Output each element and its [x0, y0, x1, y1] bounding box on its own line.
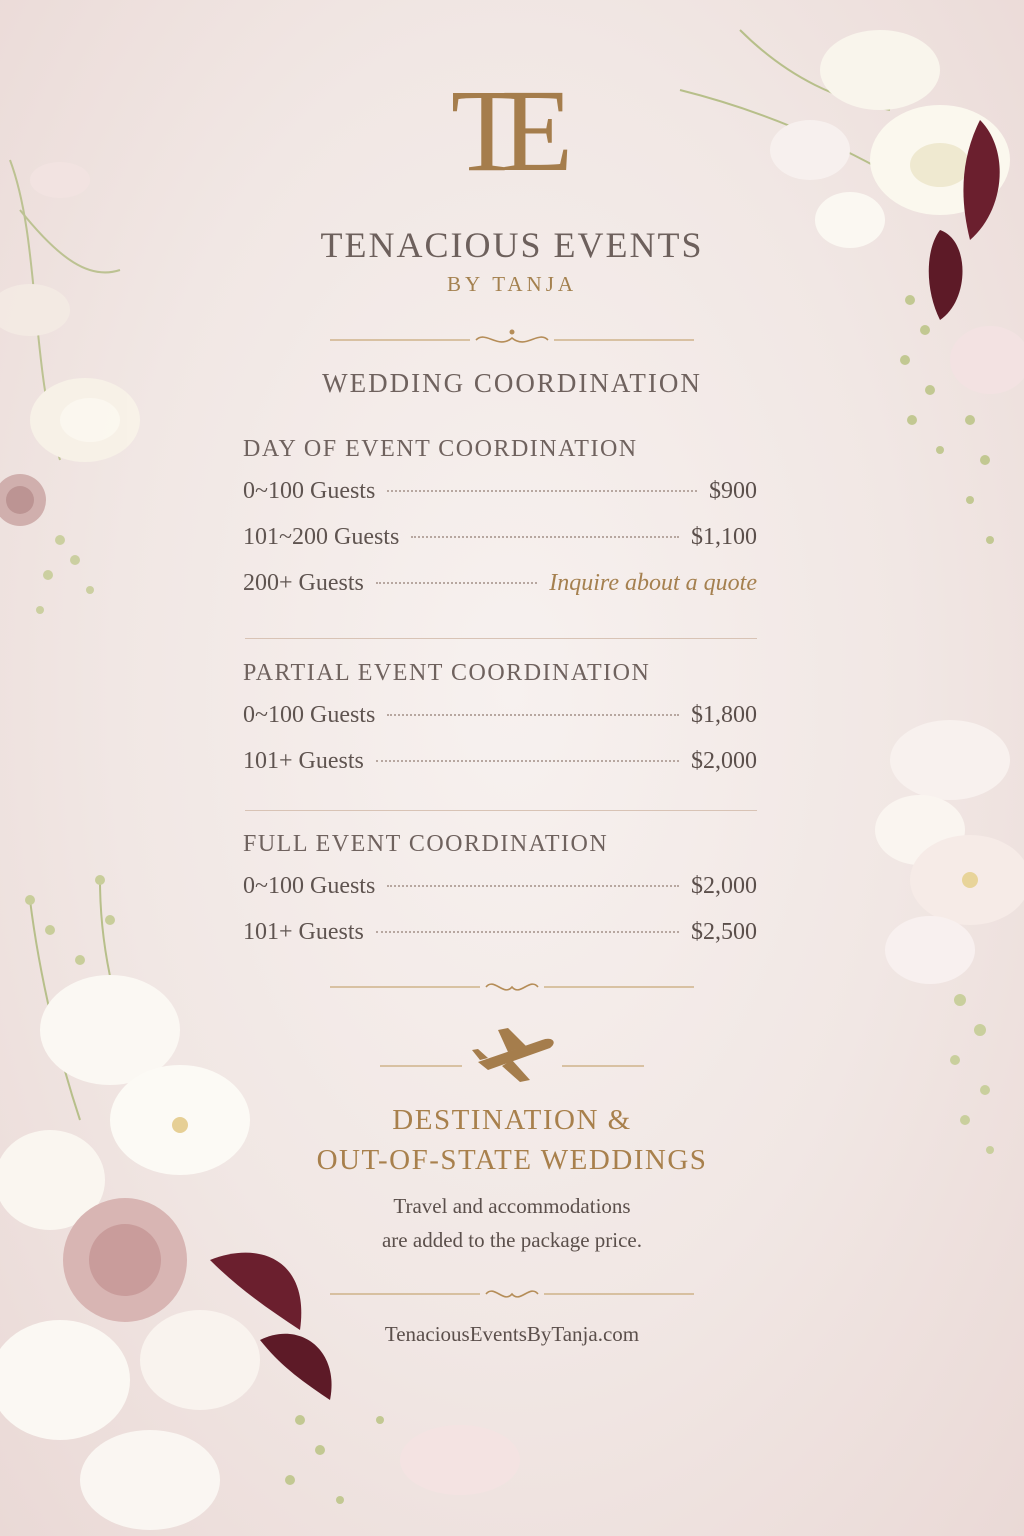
- guest-range: 0~100 Guests: [243, 702, 376, 728]
- quote-note: Inquire about a quote: [549, 570, 757, 596]
- price-row: [243, 748, 757, 782]
- monogram-text: TE: [450, 65, 552, 196]
- section-title: WEDDING COORDINATION: [322, 368, 702, 398]
- dot-leader: [376, 931, 679, 933]
- guest-range: 101+ Guests: [243, 919, 364, 945]
- guest-range: 200+ Guests: [243, 570, 364, 596]
- guest-range: 101~200 Guests: [243, 524, 400, 550]
- price-value: $2,000: [691, 873, 757, 899]
- website-link[interactable]: TenaciousEventsByTanja.com: [384, 1322, 640, 1346]
- price-row: [243, 702, 757, 736]
- dot-leader: [411, 536, 679, 538]
- dot-leader: [387, 714, 679, 716]
- dot-leader: [376, 760, 679, 762]
- ornament-divider-middle: [330, 975, 694, 999]
- package-title-full: FULL EVENT COORDINATION: [243, 831, 609, 857]
- price-value: $2,500: [691, 919, 757, 945]
- price-row: [243, 919, 757, 953]
- dot-leader: [376, 582, 537, 584]
- guest-range: 101+ Guests: [243, 748, 364, 774]
- brand-name: TENACIOUS EVENTS: [320, 225, 704, 265]
- destination-title-line1: DESTINATION &: [392, 1104, 632, 1136]
- guest-range: 0~100 Guests: [243, 478, 376, 504]
- brand-tagline: BY TANJA: [446, 272, 578, 296]
- price-row: [243, 873, 757, 907]
- price-row: [243, 524, 757, 558]
- price-value: $1,100: [691, 524, 757, 550]
- price-value: $1,800: [691, 702, 757, 728]
- ornament-divider-bottom: [330, 1282, 694, 1306]
- section-divider: [245, 638, 757, 639]
- destination-note-line2: are added to the package price.: [381, 1228, 643, 1252]
- guest-range: 0~100 Guests: [243, 873, 376, 899]
- monogram-logo: [0, 65, 1024, 196]
- price-row: [243, 570, 757, 604]
- section-divider: [245, 810, 757, 811]
- package-title-partial: PARTIAL EVENT COORDINATION: [243, 660, 651, 686]
- ornament-divider-top: [330, 326, 694, 350]
- package-title-day-of: DAY OF EVENT COORDINATION: [243, 436, 638, 462]
- dot-leader: [387, 490, 697, 492]
- price-row: [243, 478, 757, 512]
- destination-title-line2: OUT-OF-STATE WEDDINGS: [316, 1144, 708, 1176]
- price-value: $900: [709, 478, 757, 504]
- destination-note-line1: Travel and accommodations: [393, 1194, 631, 1218]
- dot-leader: [387, 885, 679, 887]
- airplane-icon: [380, 1020, 644, 1090]
- price-value: $2,000: [691, 748, 757, 774]
